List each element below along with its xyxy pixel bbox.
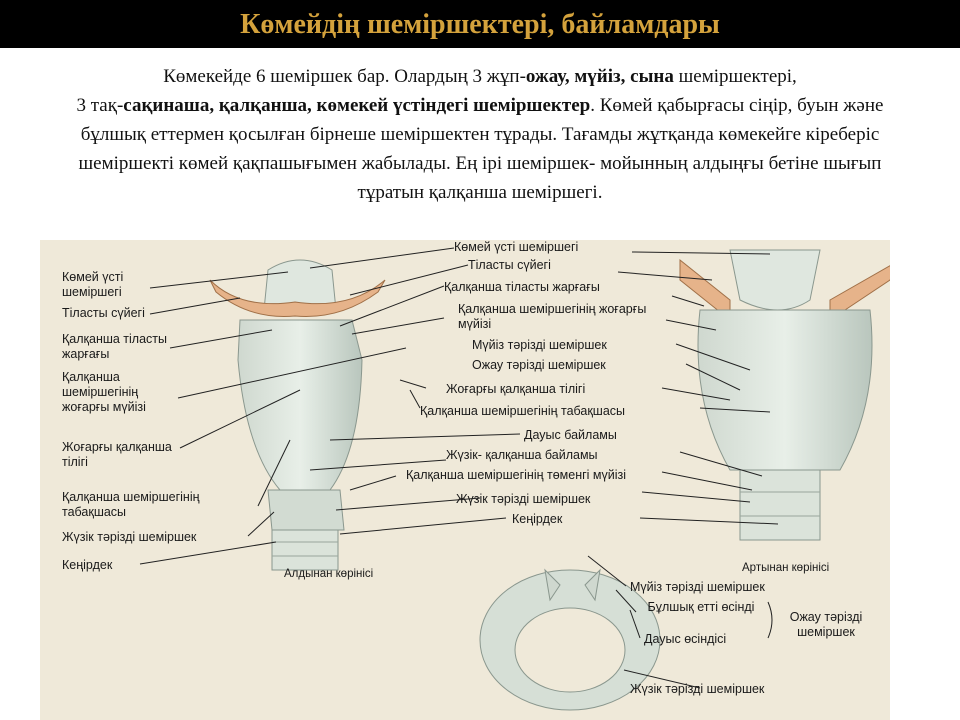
para-text-2: шеміршектері, — [673, 66, 797, 87]
brace-mark — [768, 602, 772, 638]
larynx-figure — [40, 240, 890, 720]
caption-front-view: Алдынан көрінісі — [284, 568, 374, 580]
center-label-inferior-horn: Қалқанша шеміршегінің төменгі мүйізі — [406, 468, 627, 482]
center-label-lamina: Қалқанша шеміршегінің табақшасы — [420, 404, 626, 418]
left-label-lamina: Қалқанша шеміршегінің табақшасы — [62, 490, 200, 519]
bottom-label-muscular-process: Бұлшық етті өсінді — [647, 600, 755, 614]
center-label-cricoid: Жүзік тәрізді шеміршек — [456, 492, 591, 506]
description-paragraph — [60, 62, 900, 207]
para-bold-2: сақинаша, қалқанша, көмекей үстіндегі шеміршектер — [123, 95, 591, 116]
center-label-thyrohyoid-membrane: Қалқанша тіласты жарғағы — [444, 280, 600, 294]
bottom-label-cricoid: Жүзік тәрізді шеміршек — [630, 682, 765, 696]
center-label-cricothyroid: Жүзік- қалқанша байламы — [446, 448, 598, 462]
back-view-drawing — [680, 250, 890, 540]
left-label-superior-notch: Жоғарғы қалқанша тілігі — [62, 440, 172, 469]
left-label-thyrohyoid-membrane: Қалқанша тіласты жарғағы — [62, 332, 168, 361]
para-text-4: . Көмей қабырғасы сіңір, буын және бұлшық еттермен қосылған бірнеше шеміршектен тұрады. Тағамды жұтқанда көмекейге кіреберіс шеміршекті көмей қақпашығымен жабылады. Ең ірі шеміршек- мойынның алдыңғы бетіне шығып тұратын қалқанша шеміршегі. — [78, 95, 884, 203]
para-bold-1: ожау, мүйіз, сына — [525, 66, 674, 87]
center-label-vocal-ligament: Дауыс байламы — [524, 428, 617, 442]
left-label-superior-horn: Қалқанша шеміршегінің жоғарғы мүйізі — [62, 370, 146, 414]
center-label-superior-notch: Жоғарғы қалқанша тілігі — [446, 382, 586, 396]
left-label-trachea: Кеңірдек — [62, 558, 113, 572]
bottom-label-corniculate: Мүйіз тәрізді шеміршек — [630, 580, 765, 594]
bottom-label-vocal-process: Дауыс өсіндісі — [644, 632, 727, 646]
left-label-epiglottis: Көмей үсті шеміршегі — [62, 270, 124, 299]
center-label-trachea: Кеңірдек — [512, 512, 563, 526]
bottom-label-arytenoid-group: Ожау тәрізді шеміршек — [789, 610, 863, 639]
title-bar — [0, 0, 960, 48]
center-label-hyoid: Тіласты сүйегі — [468, 258, 551, 272]
center-label-arytenoid: Ожау тәрізді шеміршек — [472, 358, 606, 372]
front-view-drawing — [210, 260, 385, 570]
left-label-hyoid: Тіласты сүйегі — [62, 306, 145, 320]
center-label-epiglottis: Көмей үсті шеміршегі — [454, 240, 579, 254]
para-text-1: Көмекейде 6 шеміршек бар. Олардың 3 жұп- — [163, 66, 526, 87]
center-label-superior-horn: Қалқанша шеміршегінің жоғарғы мүйізі — [458, 302, 647, 331]
center-label-corniculate: Мүйіз тәрізді шеміршек — [472, 338, 607, 352]
slide-title: Көмейдің шеміршектері, байламдары — [240, 9, 720, 40]
caption-back-view: Артынан көрінісі — [742, 562, 830, 574]
para-text-3: 3 тақ- — [76, 95, 124, 116]
left-label-cricoid: Жүзік тәрізді шеміршек — [62, 530, 197, 544]
